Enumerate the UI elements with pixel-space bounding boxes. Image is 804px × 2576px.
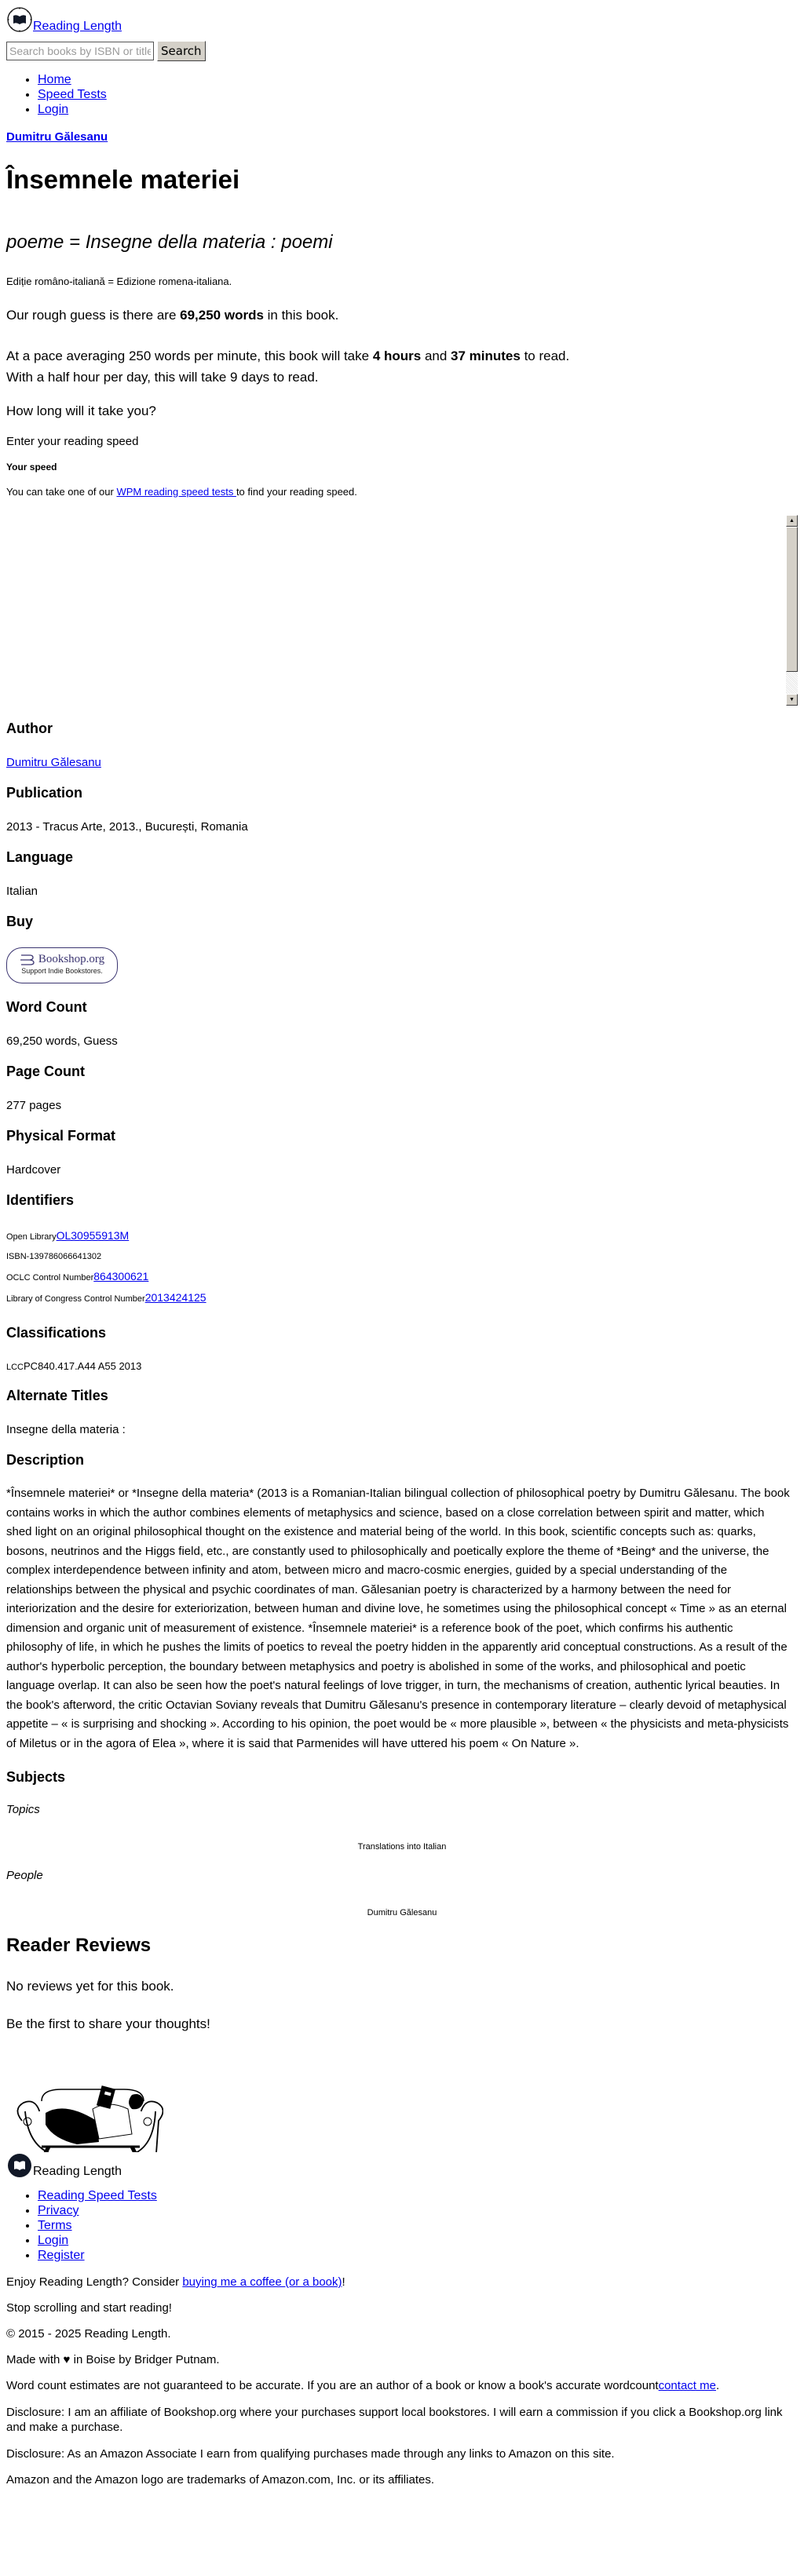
footer-link-login[interactable]: Login	[38, 2234, 69, 2247]
search-form	[6, 41, 798, 61]
amazon-trademark: Amazon and the Amazon logo are trademarks of Amazon.com, Inc. or its affiliates.	[6, 2473, 434, 2487]
wpm-tests-link[interactable]: WPM reading speed tests	[116, 486, 236, 498]
bookshop-badge-top	[7, 953, 117, 966]
book-title: Însemnele materiei	[6, 165, 240, 194]
footer-brand	[6, 2152, 798, 2179]
lcc-label: LCC	[6, 1363, 24, 1372]
classifications-heading: Classifications	[6, 1325, 107, 1341]
open-library-link[interactable]: OL30955913M	[56, 1229, 130, 1242]
nav-link-speed-tests[interactable]: Speed Tests	[38, 88, 107, 101]
heart-icon: ♥	[63, 2353, 71, 2366]
bookshop-buy-button[interactable]	[6, 947, 118, 983]
how-long-heading: How long will it take you?	[6, 403, 156, 418]
scroll-up-arrow-icon[interactable]: ▲	[786, 515, 798, 527]
reading-speed-embed[interactable]	[6, 515, 798, 711]
format-heading: Physical Format	[6, 1128, 116, 1144]
people-item: Dumitru Gălesanu	[367, 1908, 437, 1917]
pace-minutes: 37 minutes	[451, 348, 521, 363]
publication-heading: Publication	[6, 785, 83, 801]
identifiers-heading: Identifiers	[6, 1192, 75, 1208]
pace-hours: 4 hours	[372, 348, 422, 363]
main-nav	[6, 72, 798, 117]
coffee-note	[6, 2275, 798, 2289]
people-label: People	[6, 1869, 43, 1882]
footer-link-privacy[interactable]: Privacy	[38, 2204, 79, 2217]
author-link-top[interactable]: Dumitru Gălesanu	[6, 130, 108, 144]
nav-link-home[interactable]: Home	[38, 73, 71, 86]
bookshop-disclosure: Disclosure: I am an affiliate of Bookshop.org where your purchases support local bookstores. I will earn a commission if you click a Bookshop.org link and make a purchase.	[6, 2406, 783, 2434]
page-count-value: 277 pages	[6, 1099, 62, 1112]
half-hour-estimate: With a half hour per day, this will take 9 days to read.	[6, 370, 319, 385]
nav-item-speed-tests	[38, 87, 798, 102]
scroll-thumb[interactable]	[786, 527, 798, 672]
reading-time	[6, 345, 798, 388]
nav-item-home	[38, 72, 798, 87]
isbn-value: 9786066641302	[38, 1252, 102, 1261]
search-button[interactable]: Search	[157, 41, 206, 61]
word-count-value: 69,250 words, Guess	[6, 1034, 118, 1048]
pace-suffix: to read.	[520, 348, 570, 363]
publication-value: 2013 - Tracus Arte, 2013., București, Romania	[6, 820, 248, 834]
pace-prefix: At a pace averaging 250 words per minute, this book will take	[6, 348, 373, 363]
wpm-prefix: You can take one of our	[6, 486, 117, 498]
oclc-link[interactable]: 864300621	[93, 1270, 149, 1283]
topic-item: Translations into Italian	[357, 1842, 447, 1852]
word-count-heading: Word Count	[6, 999, 87, 1015]
embed-scrollbar[interactable]	[786, 515, 798, 706]
identifier-label: ISBN-13	[6, 1252, 39, 1261]
format-value: Hardcover	[6, 1163, 61, 1177]
author-link[interactable]: Dumitru Gălesanu	[6, 756, 101, 769]
book-edition: Ediție româno-italiană = Edizione romena-italiana.	[6, 275, 232, 287]
identifier-label: Open Library	[6, 1232, 57, 1242]
stop-scrolling: Stop scrolling and start reading!	[6, 2301, 172, 2315]
copyright: © 2015 - 2025 Reading Length.	[6, 2327, 171, 2341]
footer-brand-name: Reading Length	[33, 2165, 122, 2178]
identifier-row	[6, 1288, 798, 1309]
reader-reviews-heading: Reader Reviews	[6, 1935, 152, 1956]
page-count-heading: Page Count	[6, 1064, 86, 1079]
made-suffix: in Boise by Bridger Putnam.	[70, 2353, 220, 2366]
word-guess	[6, 308, 798, 323]
first-review-cta: Be the first to share your thoughts!	[6, 2016, 210, 2031]
coffee-prefix: Enjoy Reading Length? Consider	[6, 2275, 183, 2289]
identifier-label: Library of Congress Control Number	[6, 1294, 145, 1304]
bookshop-logo-icon	[20, 954, 35, 965]
language-value: Italian	[6, 885, 38, 898]
nav-link-login[interactable]: Login	[38, 103, 69, 116]
footer-nav-item	[38, 2248, 798, 2263]
search-input[interactable]	[6, 42, 154, 60]
footer-nav	[6, 2188, 798, 2263]
site-logo-icon[interactable]	[6, 6, 33, 33]
made-with	[6, 2353, 798, 2366]
identifier-row	[6, 1247, 798, 1267]
bookshop-tagline: Support Indie Bookstores.	[21, 967, 103, 975]
description-heading: Description	[6, 1452, 85, 1468]
nav-item-login	[38, 102, 798, 117]
your-speed-label: Your speed	[6, 462, 57, 473]
guess-words: 69,250 words	[180, 308, 264, 323]
amazon-disclosure: Disclosure: As an Amazon Associate I earn from qualifying purchases made through any links to Amazon on this site.	[6, 2447, 615, 2461]
alternate-titles-heading: Alternate Titles	[6, 1388, 108, 1403]
author-heading: Author	[6, 721, 53, 736]
coffee-suffix: !	[342, 2275, 345, 2289]
lcc-value: PC840.417.A44 A55 2013	[24, 1360, 142, 1372]
footer-nav-item	[38, 2218, 798, 2233]
footer-nav-item	[38, 2203, 798, 2218]
loc-link[interactable]: 2013424125	[144, 1291, 206, 1304]
reader-on-couch-illustration	[6, 2046, 163, 2152]
footer-link-register[interactable]: Register	[38, 2249, 85, 2262]
identifiers-list	[6, 1226, 798, 1309]
pace-and: and	[421, 348, 451, 363]
footer-logo-icon	[6, 2152, 33, 2179]
book-subtitle: poeme = Insegne della materia : poemi	[6, 232, 333, 253]
alternate-title-value: Insegne della materia :	[6, 1423, 126, 1436]
guess-prefix: Our rough guess is there are	[6, 308, 181, 323]
language-heading: Language	[6, 849, 74, 865]
footer-link-speed-tests[interactable]: Reading Speed Tests	[38, 2189, 157, 2202]
identifier-row	[6, 1226, 798, 1247]
guess-suffix: in this book.	[263, 308, 339, 323]
accuracy-note	[6, 2379, 798, 2392]
topics-label: Topics	[6, 1803, 40, 1816]
description-text: *Însemnele materiei* or *Insegne della materia* (2013 is a Romanian-Italian bilingual collection of philosophical poetry by Dumitru Gălesanu. The book contains works in which the author combines elements of metaphysics and science, based on a close correlation between spirit and matter, which shed light on an original philosophical thought on the existence and material being of the world. In this book, scientific concepts such as: quarks, bosons, neutrinos and the Higgs field, etc., are constantly used to philosophically and poetically explore the theme of *Being* and the universe, the complex interdependence between infinity and atom, between micro and macro-cosmic energies, guided by a special understanding of the relationships between the physical and psychic coordinates of man. Gălesanian poetry is characterized by a harmony between the need for interiorization and the desire for exteriorization, between human and divine love, he sometimes using the philosophical concept « Time » as an eternal dimension and organic unit of measurement of existence. *Însemnele materiei* is a reference book of the poet, which confirms his authentic philosophy of life, in which he pushes the limits of poetics to reveal the poetry hidden in the apparently arid conceptual constructions. As a result of the author's hyperbolic perception, the boundary between metaphysics and poetry is abolished in some of the works, and philosophical and poetic language overlap. It can also be seen how the poet's natural feelings of love trigger, in turn, the mechanisms of creation, authentic lyrical beauties. In the book's afterword, the critic Octavian Soviany reveals that Dumitru Gălesanu's presence in contemporary literature – clearly devoid of metaphysical appetite – « is surprising and shocking ». According to his opinion, the poet would be « more plausible », between « the physicists and meta-physicists of Miletus or in the agora of Elea », where it is said that Parmenides will have uttered his poem « On Nature ».	[6, 1487, 790, 1750]
identifier-label: OCLC Control Number	[6, 1273, 94, 1283]
contact-link[interactable]: contact me	[658, 2379, 716, 2392]
made-prefix: Made with	[6, 2353, 64, 2366]
accuracy-suffix: .	[715, 2379, 720, 2392]
classification-row	[6, 1360, 798, 1372]
footer-nav-item	[38, 2233, 798, 2248]
site-name-link[interactable]: Reading Length	[33, 20, 122, 33]
enter-speed-label: Enter your reading speed	[6, 435, 139, 448]
buy-heading: Buy	[6, 914, 34, 929]
coffee-link[interactable]: buying me a coffee (or a book)	[182, 2275, 342, 2289]
footer-nav-item	[38, 2188, 798, 2203]
footer-link-terms[interactable]: Terms	[38, 2219, 72, 2232]
accuracy-prefix: Word count estimates are not guaranteed to be accurate. If you are an author of a book or know a book's accurate wordcount	[6, 2379, 659, 2392]
no-reviews-text: No reviews yet for this book.	[6, 1979, 174, 1994]
identifier-row	[6, 1267, 798, 1288]
bookshop-name: Bookshop.org	[38, 953, 105, 965]
subjects-heading: Subjects	[6, 1769, 66, 1785]
site-header-brand	[6, 6, 798, 33]
wpm-suffix: to find your reading speed.	[236, 486, 357, 498]
scroll-down-arrow-icon[interactable]: ▼	[786, 694, 798, 706]
wpm-tests-note	[6, 486, 798, 498]
